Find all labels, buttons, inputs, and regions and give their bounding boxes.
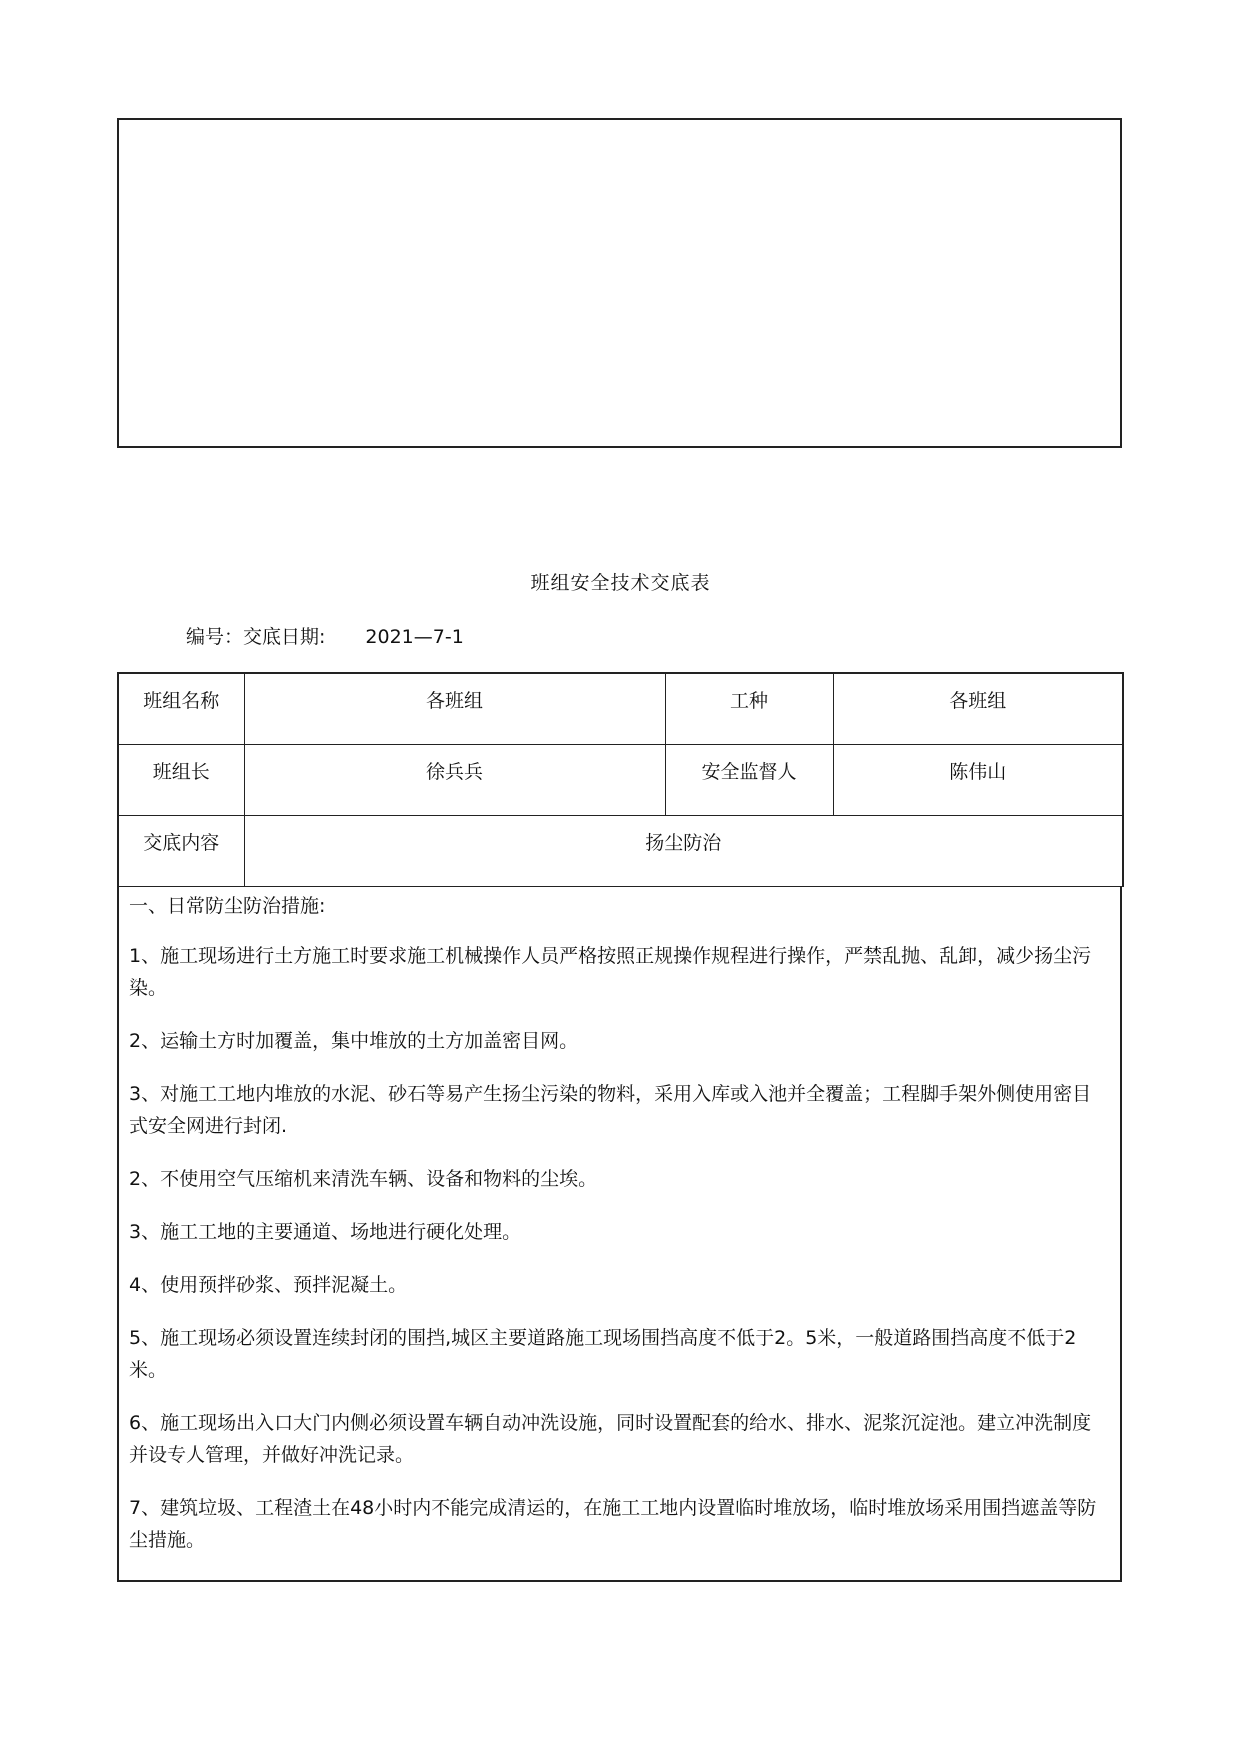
info-table: [117, 672, 1124, 887]
measure-item: 3、对施工工地内堆放的水泥、砂石等易产生扬尘污染的物料，采用入库或入池并全覆盖；工程脚手架外侧使用密目式安全网进行封闭.: [129, 1083, 1092, 1137]
table-row: [118, 815, 1123, 886]
empty-frame: [117, 118, 1122, 448]
measure-item: 6、施工现场出入口大门内侧必须设置车辆自动冲洗设施，同时设置配套的给水、排水、泥浆沉淀池。建立冲洗制度并设专人管理，并做好冲洗记录。: [129, 1412, 1092, 1466]
safety-supervisor-label: 安全监督人: [665, 744, 833, 815]
measure-item: 1、施工现场进行土方施工时要求施工机械操作人员严格按照正规操作规程进行操作，严禁乱抛、乱卸，减少扬尘污染。: [129, 945, 1092, 999]
measures-content: [117, 886, 1122, 1582]
team-leader-value: 徐兵兵: [244, 744, 665, 815]
document-title: 班组安全技术交底表: [530, 572, 711, 594]
briefing-content-label: 交底内容: [118, 815, 244, 886]
measure-item: 3、施工工地的主要通道、场地进行硬化处理。: [129, 1221, 522, 1243]
meta-line: [186, 622, 464, 649]
measure-item: 5、施工现场必须设置连续封闭的围挡,城区主要道路施工现场围挡高度不低于2。5米，一般道路围挡高度不低于2米。: [129, 1327, 1077, 1381]
measures-heading: 一、日常防尘防治措施:: [129, 895, 326, 917]
work-type-label: 工种: [665, 673, 833, 744]
meta-date: 2021—7-1: [365, 626, 464, 648]
measure-item: 2、不使用空气压缩机来清洗车辆、设备和物料的尘埃。: [129, 1168, 598, 1190]
measure-item: 2、运输土方时加覆盖，集中堆放的土方加盖密目网。: [129, 1030, 579, 1052]
meta-label: 编号：交底日期:: [186, 626, 326, 648]
team-name-value: 各班组: [244, 673, 665, 744]
work-type-value: 各班组: [833, 673, 1123, 744]
team-leader-label: 班组长: [118, 744, 244, 815]
safety-supervisor-value: 陈伟山: [833, 744, 1123, 815]
team-name-label: 班组名称: [118, 673, 244, 744]
briefing-content-value: 扬尘防治: [244, 815, 1123, 886]
measure-item: 7、建筑垃圾、工程渣土在48小时内不能完成清运的，在施工工地内设置临时堆放场，临时堆放场采用围挡遮盖等防尘措施。: [129, 1497, 1097, 1551]
measure-item: 4、使用预拌砂浆、预拌泥凝土。: [129, 1274, 408, 1296]
table-row: [118, 744, 1123, 815]
table-row: [118, 673, 1123, 744]
